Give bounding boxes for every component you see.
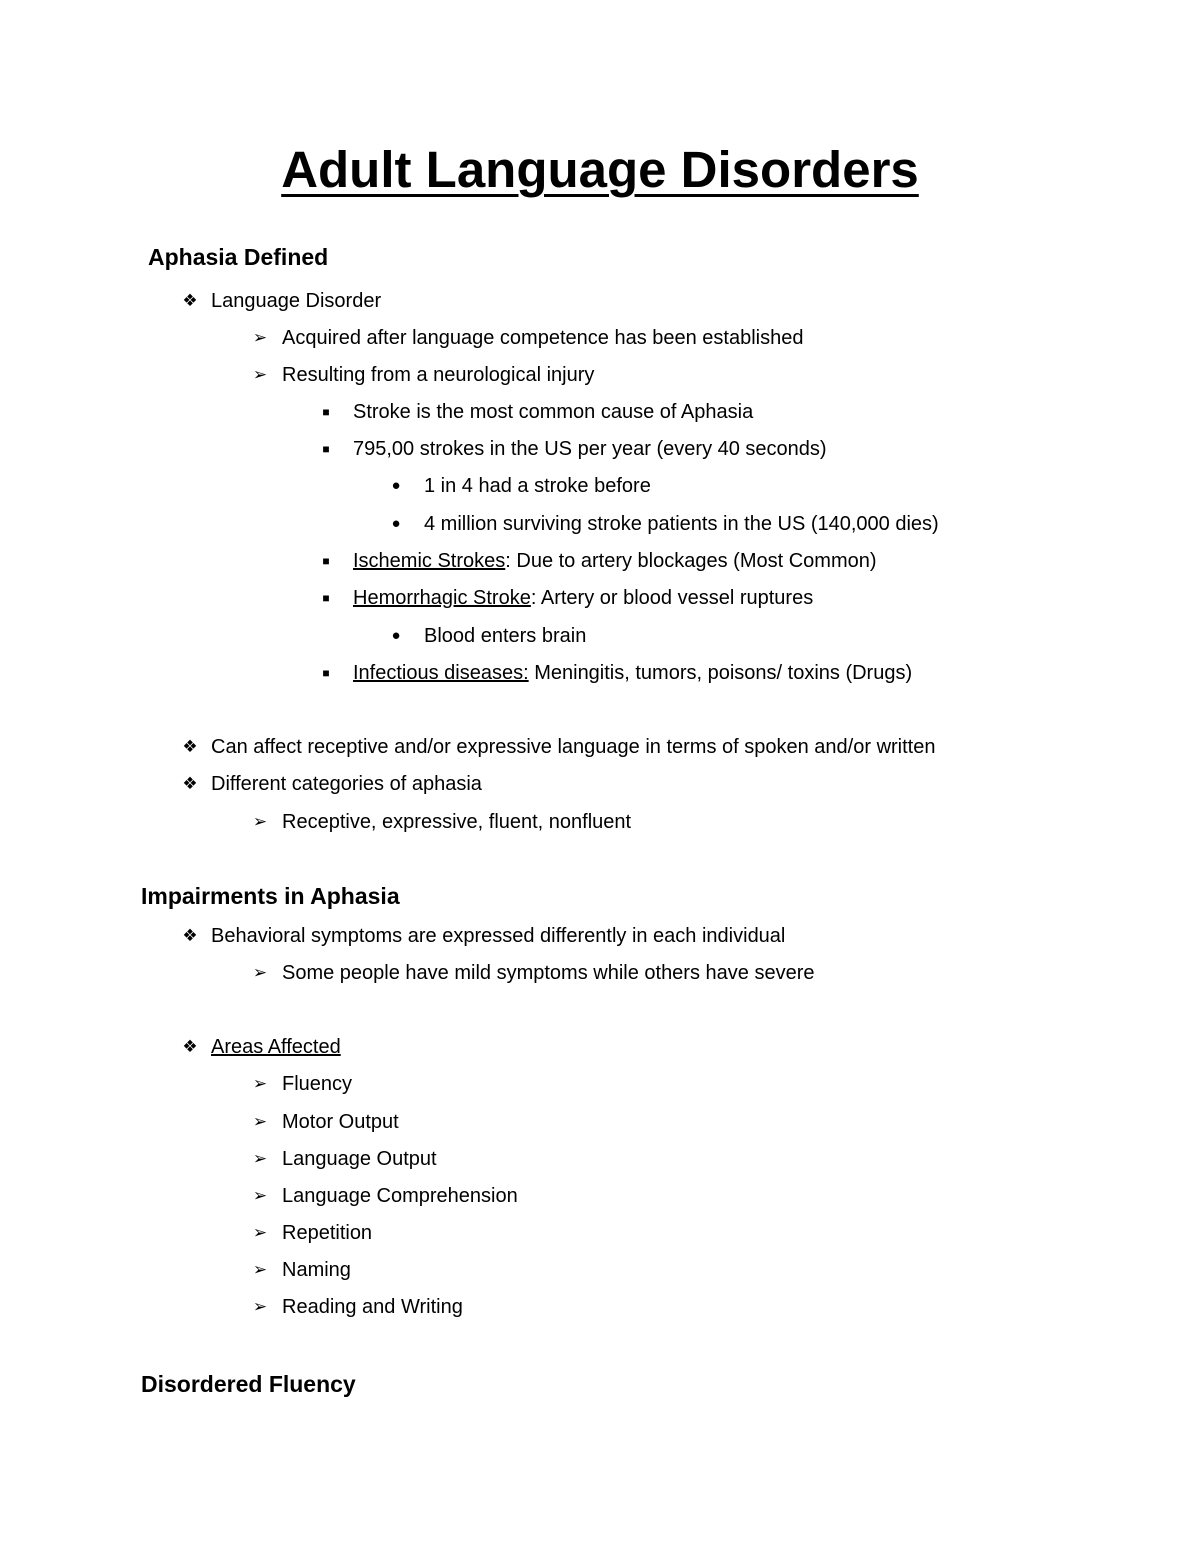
section-heading-aphasia-defined: Aphasia Defined [148,244,329,270]
section-heading-impairments: Impairments in Aphasia [141,883,400,909]
square-bullet-icon: ■ [322,591,330,605]
diamond-bullet-icon: ❖ [182,774,198,793]
arrow-bullet-icon: ➢ [252,328,268,347]
square-bullet-icon: ■ [322,442,330,456]
dot-bullet-icon: ● [391,477,401,494]
diamond-bullet-icon: ❖ [182,737,198,756]
arrow-bullet-icon: ➢ [252,1260,268,1279]
arrow-bullet-icon: ➢ [252,1223,268,1242]
arrow-bullet-icon: ➢ [252,1297,268,1316]
document-title: Adult Language Disorders [281,141,919,198]
diamond-bullet-icon: ❖ [182,291,198,310]
square-bullet-icon: ■ [322,554,330,568]
arrow-bullet-icon: ➢ [252,1074,268,1093]
arrow-bullet-icon: ➢ [252,963,268,982]
dot-bullet-icon: ● [391,515,401,532]
arrow-bullet-icon: ➢ [252,1149,268,1168]
arrow-bullet-icon: ➢ [252,365,268,384]
dot-bullet-icon: ● [391,627,401,644]
section-heading-disordered-fluency: Disordered Fluency [141,1371,356,1397]
square-bullet-icon: ■ [322,405,330,419]
document-page: Adult Language Disorders Aphasia Defined ❖ Language Disorder ➢ Acquired after language competence has been established ➢ Resulting from a neurological injury ■ Stroke is the most common cause of Aphasia ■ 795,00 strokes in the US per year (every 40 seconds) ● 1 in 4 had a stroke before ● 4 million surviving stroke patients in the US (140,000 dies) ■ Ischemic Strokes: Due to artery blockages (Most Common) ■ Hemorrhagic Stroke: Artery or blood vessel ruptures ● Blood enters brain ■ Infectious diseases: Meningitis, tumors, poisons/ toxins (Drugs) ❖ Can affect receptive and/or expressive language in terms of spoken and/or written ❖ Different categories of aphasia ➢ Receptive, expressive, fluent, nonfluent Impairments in Aphasia ❖ Behavioral symptoms are expressed differently in each individual ➢ Some people have mild symptoms while others have severe ❖ Areas Affected ➢ Fluency ➢ Motor Output ➢ Language Output ➢ Language Comprehension ➢ Repetition ➢ Naming ➢ Reading and Writing Disordered Fluency [0,0,1200,1553]
diamond-bullet-icon: ❖ [182,1037,198,1056]
diamond-bullet-icon: ❖ [182,926,198,945]
arrow-bullet-icon: ➢ [252,812,268,831]
arrow-bullet-icon: ➢ [252,1186,268,1205]
arrow-bullet-icon: ➢ [252,1112,268,1131]
square-bullet-icon: ■ [322,666,330,680]
